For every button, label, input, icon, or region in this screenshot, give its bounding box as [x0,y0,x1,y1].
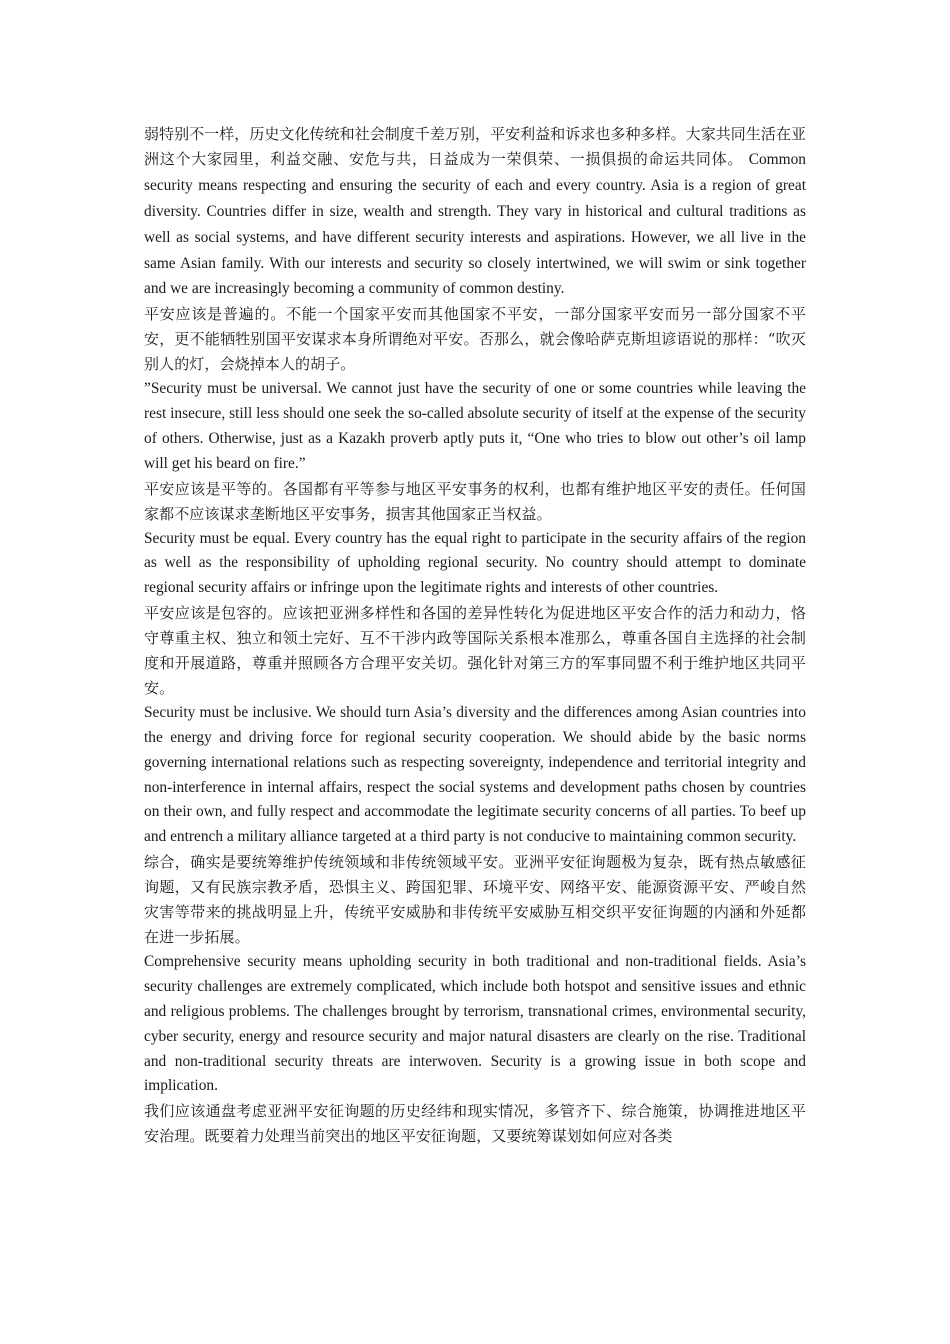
paragraph-common-security [144,122,806,302]
paragraph-zh-text: 弱特别不一样，历史文化传统和社会制度千差万别，平安利益和诉求也多种多样。大家共同生活在亚洲这个大家园里，利益交融、安危与共，日益成为一荣俱荣、一损俱损的命运共同体。 [144,125,806,168]
paragraph-comprehensive-en: Comprehensive security means upholding security in both traditional and non-traditional fields. Asia’s security challenges are extremely complicated, which include both hotspot and sensitive issues and ethnic and religious problems. The challenges brought by terrorism, transnational crimes, environmental security, cyber security, energy and resource security and major natural disasters are clearly on the rise. Traditional and non-traditional security threats are interwoven. Security is a growing issue in both scope and implication. [144,952,806,1095]
paragraph-equal-zh: 平安应该是平等的。各国都有平等参与地区平安事务的权利，也都有维护地区平安的责任。任何国家都不应该谋求垄断地区平安事务，损害其他国家正当权益。 [144,479,806,523]
paragraph-inclusive-en: Security must be inclusive. We should turn Asia’s diversity and the differences among Asian countries into the energy and driving force for regional security cooperation. We should abide by the basic norms governing international relations such as respecting sovereignty, independence and territorial integrity and non-interference in internal affairs, respect the social systems and development paths chosen by countries on their own, and fully respect and accommodate the legitimate security concerns of all parties. To beef up and entrench a military alliance targeted at a third party is not conducive to maintaining common security. [144,703,806,846]
paragraph-comprehensive-zh: 综合，确实是要统筹维护传统领域和非传统领域平安。亚洲平安征询题极为复杂，既有热点敏感征询题，又有民族宗教矛盾，恐惧主义、跨国犯罪、环境平安、网络平安、能源资源平安、严峻自然灾害等带来的挑战明显上升，传统平安威胁和非传统平安威胁互相交织平安征询题的内涵和外延都在进一步拓展。 [144,853,806,946]
paragraph-equal-en: Security must be equal. Every country has the equal right to participate in the security affairs of the region as well as the responsibility of upholding regional security. No country should attempt to dominate regional security affairs or infringe upon the legitimate rights and interests of other countries. [144,529,806,597]
paragraph-universal-en: ”Security must be universal. We cannot just have the security of one or some countries while leaving the rest insecure, still less should one seek the so-called absolute security of itself at the expense of the security of others. Otherwise, just as a Kazakh proverb aptly puts it, “One who tries to blow out other’s oil lamp will get his beard on fire.” [144,380,806,472]
paragraph-en-text: Common security means respecting and ensuring the security of each and every country. Asia is a region of great diversity. Countries differ in size, wealth and strength. They vary in historical and cultural traditions as well as social systems, and have different security interests and aspirations. However, we all live in the same Asian family. With our interests and security so closely intertwined, we will swim or sink together and we are increasingly becoming a community of common destiny. [144,150,806,298]
document-page [144,122,806,1149]
paragraph-universal-zh: 平安应该是普遍的。不能一个国家平安而其他国家不平安，一部分国家平安而另一部分国家不平安，更不能牺牲别国平安谋求本身所谓绝对平安。否那么，就会像哈萨克斯坦谚语说的那样：“吹灭别人的灯，会烧掉本人的胡子。 [144,305,806,374]
paragraph-inclusive-zh: 平安应该是包容的。应该把亚洲多样性和各国的差异性转化为促进地区平安合作的活力和动力，恪守尊重主权、独立和领土完好、互不干涉内政等国际关系根本准那么，尊重各国自主选择的社会制度和开展道路，尊重并照顾各方合理平安关切。强化针对第三方的军事同盟不利于维护地区共同平安。 [144,604,806,697]
paragraph-governance-zh: 我们应该通盘考虑亚洲平安征询题的历史经纬和现实情况，多管齐下、综合施策，协调推进地区平安治理。既要着力处理当前突出的地区平安征询题，又要统筹谋划如何应对各类 [144,1102,806,1146]
